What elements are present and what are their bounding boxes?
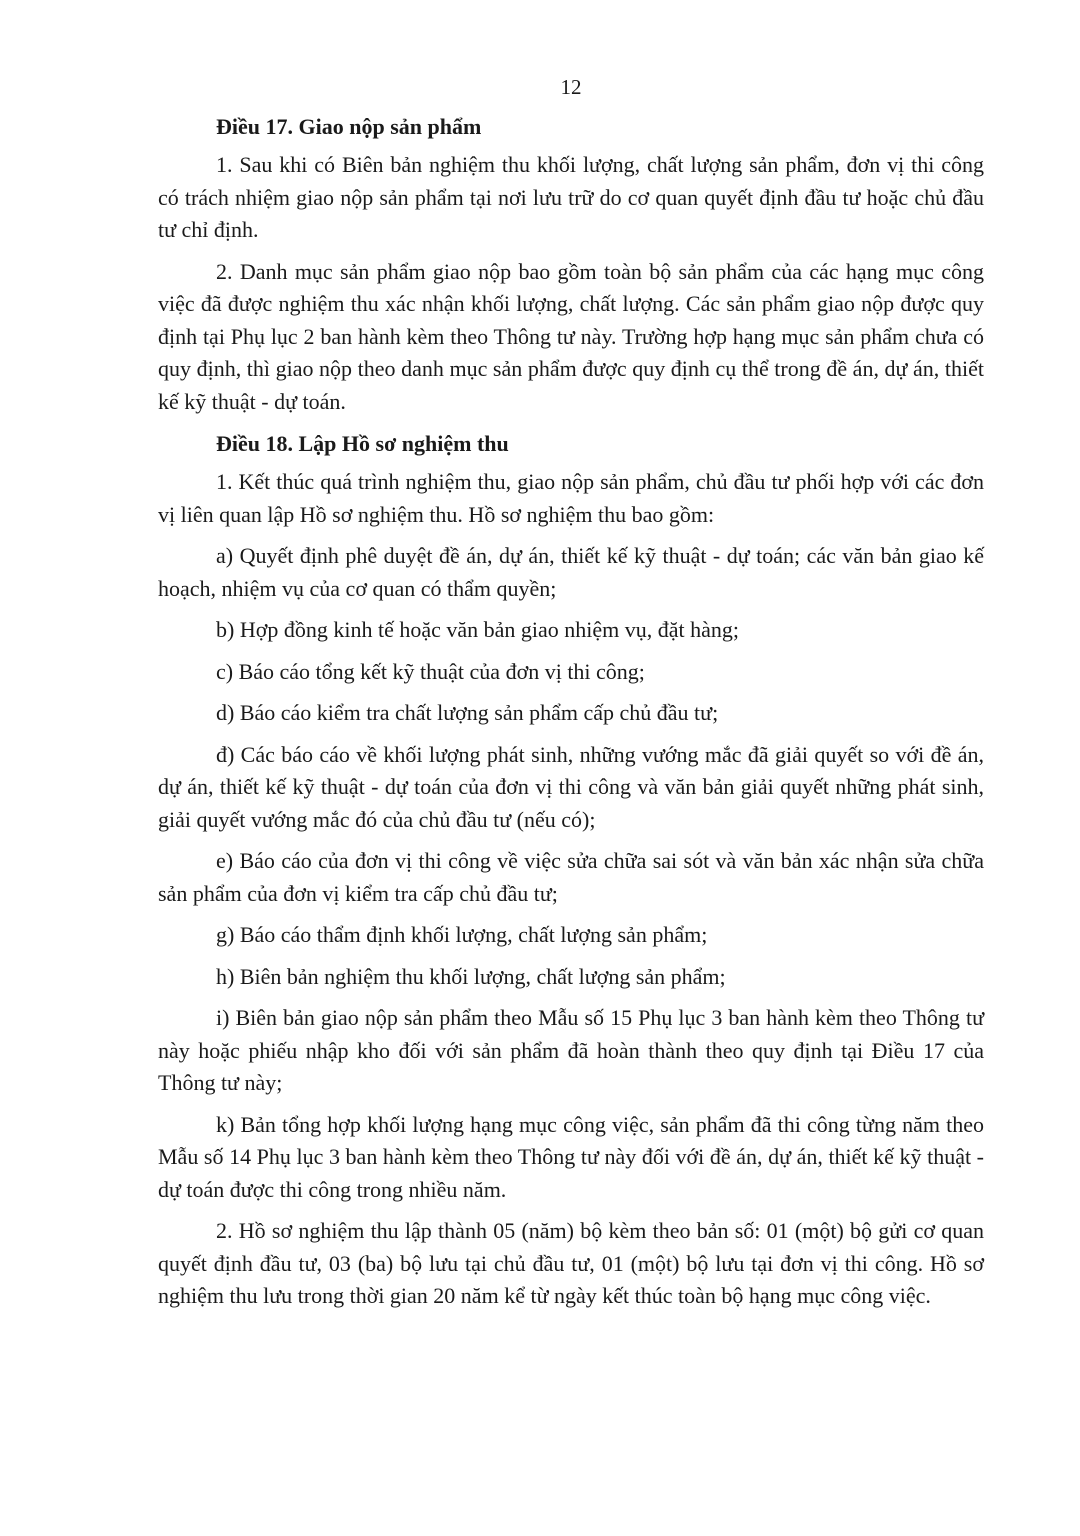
article-18-item-h: h) Biên bản nghiệm thu khối lượng, chất lượng sản phẩm; — [216, 963, 726, 989]
article-18-item-e: e) Báo cáo của đơn vị thi công về việc sửa chữa sai sót và văn bản xác nhận sửa chữa sản phẩm của đơn vị kiểm tra cấp chủ đầu tư; — [158, 848, 984, 906]
section-article-17 — [158, 110, 984, 418]
article-18-clause-1: 1. Kết thúc quá trình nghiệm thu, giao nộp sản phẩm, chủ đầu tư phối hợp với các đơn vị liên quan lập Hồ sơ nghiệm thu. Hồ sơ nghiệm thu bao gồm: — [158, 469, 984, 527]
article-18-clause-2: 2. Hồ sơ nghiệm thu lập thành 05 (năm) bộ kèm theo bản số: 01 (một) bộ gửi cơ quan quyết định đầu tư, 03 (ba) bộ lưu tại chủ đầu tư, 01 (một) bộ lưu tại đơn vị thi công. Hồ sơ nghiệm thu lưu trong thời gian 20 năm kể từ ngày kết thúc toàn bộ hạng mục công việc. — [158, 1218, 984, 1308]
article-18-item-k: k) Bản tổng hợp khối lượng hạng mục công việc, sản phẩm đã thi công từng năm theo Mẫu số 14 Phụ lục 3 ban hành kèm theo Thông tư này đối với đề án, dự án, thiết kế kỹ thuật - dự toán được thi công trong nhiều năm. — [158, 1111, 984, 1202]
article-18-item-b: b) Hợp đồng kinh tế hoặc văn bản giao nhiệm vụ, đặt hàng; — [216, 617, 740, 642]
article-18-item-d: d) Báo cáo kiểm tra chất lượng sản phẩm cấp chủ đầu tư; — [216, 700, 719, 725]
article-18-item-dd: đ) Các báo cáo về khối lượng phát sinh, những vướng mắc đã giải quyết so với đề án, dự án, thiết kế kỹ thuật - dự toán của đơn vị thi công và văn bản giải quyết những phát sinh, giải quyết vướng mắc đó của chủ đầu tư (nếu có); — [158, 741, 984, 832]
section-article-18 — [158, 427, 984, 1313]
article-17-clause-2: 2. Danh mục sản phẩm giao nộp bao gồm toàn bộ sản phẩm của các hạng mục công việc đã được nghiệm thu xác nhận khối lượng, chất lượng. Các sản phẩm giao nộp được quy định tại Phụ lục 2 ban hành kèm theo Thông tư này. Trường hợp hạng mục sản phẩm chưa có quy định, thì giao nộp theo danh mục sản phẩm được quy định cụ thể trong đề án, dự án, thiết kế kỹ thuật - dự toán. — [158, 258, 984, 414]
article-17-heading: Điều 17. Giao nộp sản phẩm — [216, 114, 482, 139]
page-number: 12 — [560, 75, 582, 99]
article-18-item-g: g) Báo cáo thẩm định khối lượng, chất lượng sản phẩm; — [216, 922, 708, 947]
article-17-clause-1: 1. Sau khi có Biên bản nghiệm thu khối lượng, chất lượng sản phẩm, đơn vị thi công có trách nhiệm giao nộp sản phẩm tại nơi lưu trữ do cơ quan quyết định đầu tư hoặc chủ đầu tư chỉ định. — [158, 152, 984, 242]
article-18-heading: Điều 18. Lập Hồ sơ nghiệm thu — [216, 431, 509, 456]
article-18-item-a: a) Quyết định phê duyệt đề án, dự án, thiết kế kỹ thuật - dự toán; các văn bản giao kế hoạch, nhiệm vụ của cơ quan có thẩm quyền; — [158, 543, 984, 601]
article-18-item-i: i) Biên bản giao nộp sản phẩm theo Mẫu số 15 Phụ lục 3 ban hành kèm theo Thông tư này hoặc phiếu nhập kho đối với sản phẩm đã hoàn thành theo quy định tại Điều 17 của Thông tư này; — [158, 1005, 984, 1095]
article-18-item-c: c) Báo cáo tổng kết kỹ thuật của đơn vị thi công; — [216, 658, 645, 684]
document-page — [158, 68, 984, 1322]
